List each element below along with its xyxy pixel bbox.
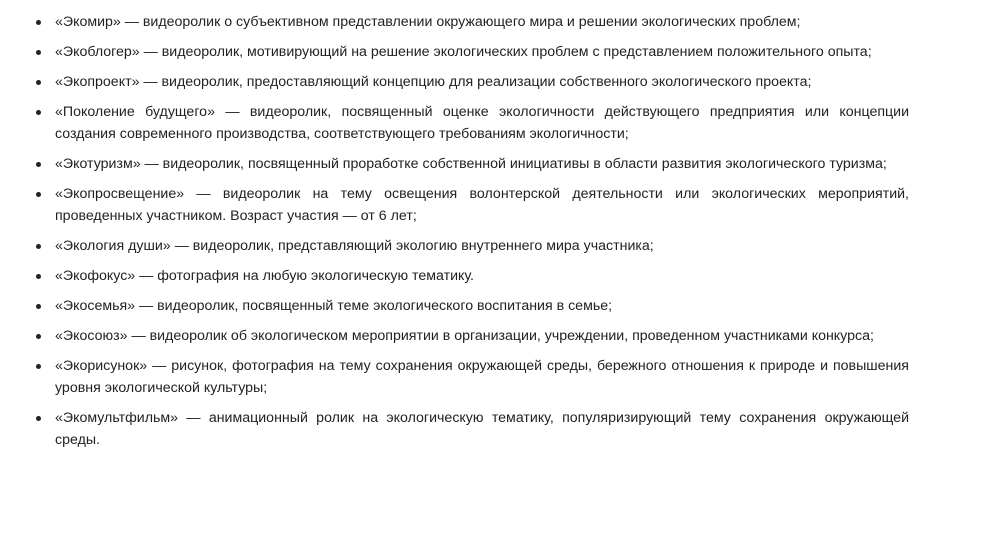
list-item: [55, 41, 909, 63]
bullet-icon: [36, 50, 41, 55]
list-item-text: «Экопросвещение» — видеоролик на тему освещения волонтерской деятельности или экологических мероприятий, проведенных участником. Возраст участия — от 6 лет;: [55, 186, 909, 224]
bullet-icon: [36, 304, 41, 309]
nominations-list: [0, 11, 909, 451]
bullet-icon: [36, 20, 41, 25]
list-item-text: «Экопроект» — видеоролик, предоставляющий концепцию для реализации собственного экологического проекта;: [55, 74, 812, 90]
bullet-icon: [36, 416, 41, 421]
list-item-text: «Экомультфильм» — анимационный ролик на экологическую тематику, популяризирующий тему сохранения окружающей среды.: [55, 410, 909, 448]
list-item: [55, 407, 909, 451]
list-item: [55, 183, 909, 227]
bullet-icon: [36, 110, 41, 115]
list-item-text: «Экорисунок» — рисунок, фотография на тему сохранения окружающей среды, бережного отношения к природе и повышения уровня экологической культуры;: [55, 358, 909, 396]
list-item-text: «Экосоюз» — видеоролик об экологическом мероприятии в организации, учреждении, проведенном участниками конкурса;: [55, 328, 874, 344]
list-item-text: «Экотуризм» — видеоролик, посвященный проработке собственной инициативы в области развития экологического туризма;: [55, 156, 887, 172]
bullet-icon: [36, 274, 41, 279]
list-item-text: «Экофокус» — фотография на любую экологическую тематику.: [55, 268, 474, 284]
bullet-icon: [36, 364, 41, 369]
list-item-text: «Экоблогер» — видеоролик, мотивирующий на решение экологических проблем с представлением положительного опыта;: [55, 44, 872, 60]
list-item: [55, 295, 909, 317]
bullet-icon: [36, 192, 41, 197]
list-item: [55, 11, 909, 33]
bullet-icon: [36, 80, 41, 85]
list-item-text: «Поколение будущего» — видеоролик, посвященный оценке экологичности действующего предприятия или концепции создания современного производства, соответствующего требованиям экологичности;: [55, 104, 909, 142]
bullet-icon: [36, 244, 41, 249]
list-item: [55, 153, 909, 175]
list-item-text: «Экология души» — видеоролик, представляющий экологию внутреннего мира участника;: [55, 238, 654, 254]
list-item: [55, 265, 909, 287]
list-item: [55, 355, 909, 399]
list-item: [55, 71, 909, 93]
list-item: [55, 325, 909, 347]
bullet-icon: [36, 162, 41, 167]
bullet-icon: [36, 334, 41, 339]
list-item: [55, 235, 909, 257]
list-item: [55, 101, 909, 145]
list-item-text: «Экомир» — видеоролик о субъективном представлении окружающего мира и решении экологических проблем;: [55, 14, 801, 30]
list-item-text: «Экосемья» — видеоролик, посвященный теме экологического воспитания в семье;: [55, 298, 613, 314]
